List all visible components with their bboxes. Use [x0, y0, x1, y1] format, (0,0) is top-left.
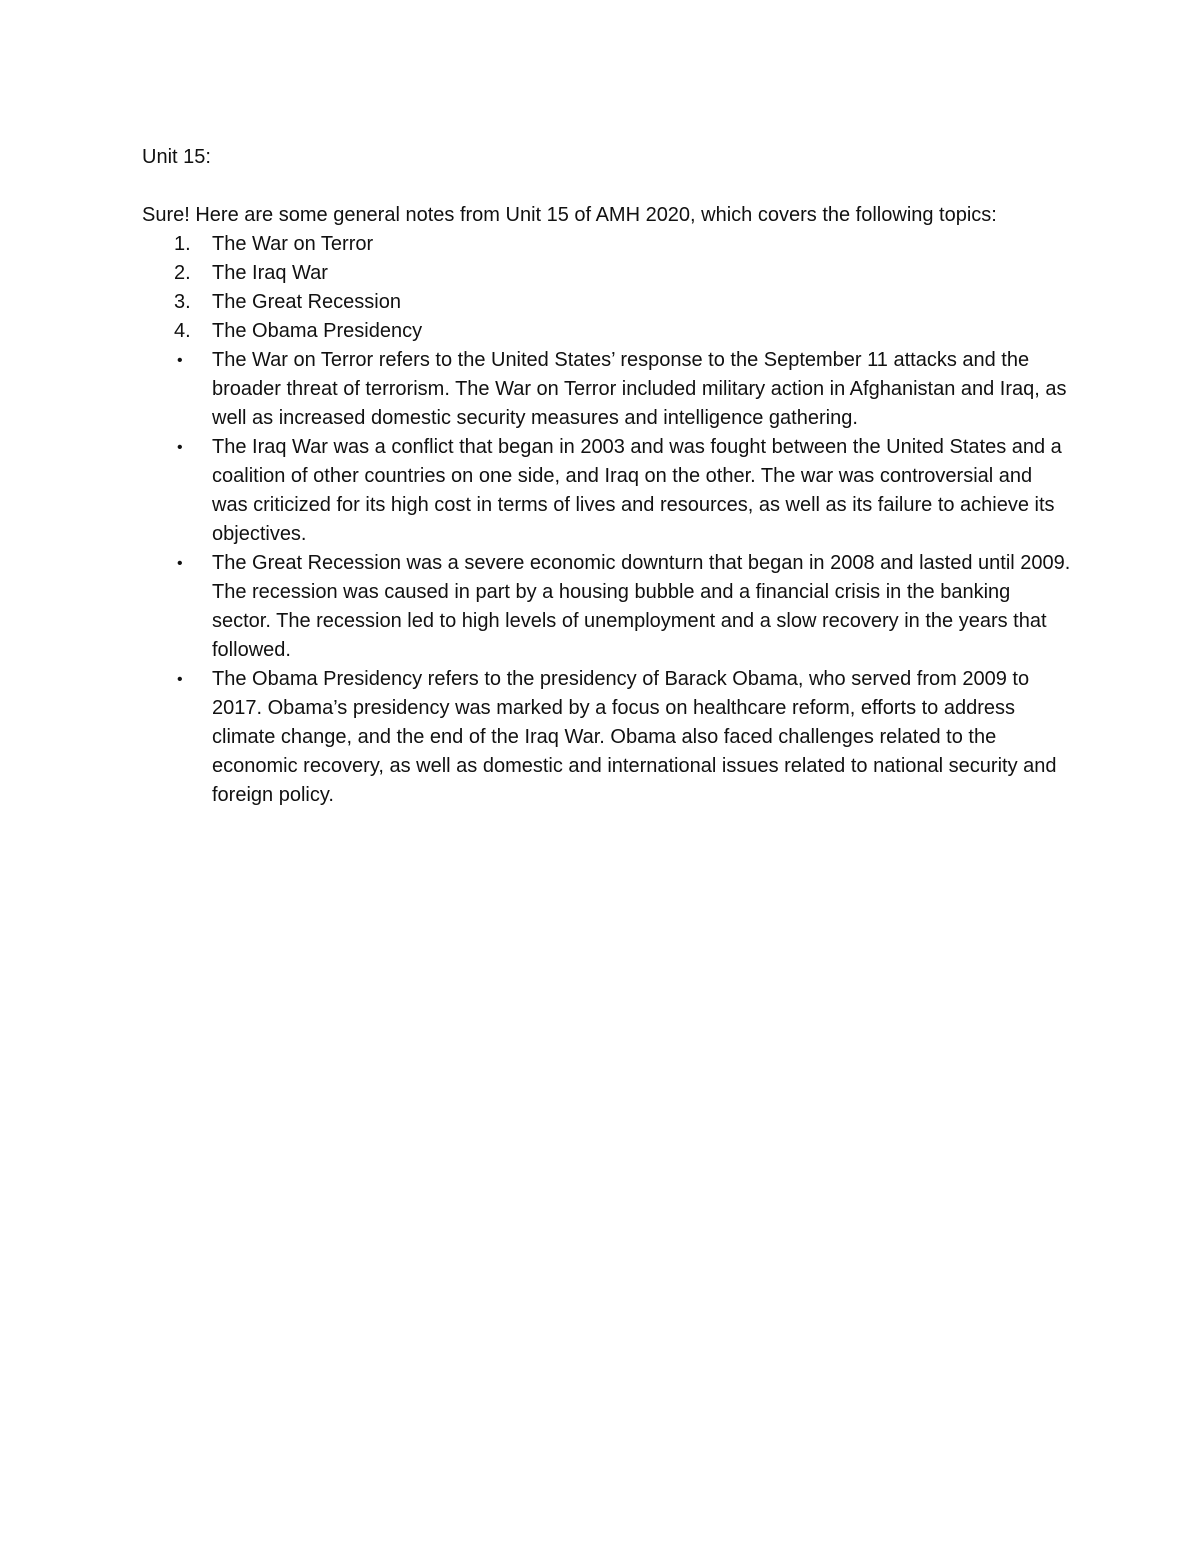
bullet-text: The War on Terror refers to the United States’ response to the September 11 attacks and the broader threat of terrorism. The War on Terror included military action in Afghanistan and Iraq, as well as increased domestic security measures and intelligence gathering. [212, 349, 1067, 429]
bullet-icon: • [177, 671, 183, 688]
bullet-text: The Obama Presidency refers to the presidency of Barack Obama, who served from 2009 to 2017. Obama’s presidency was marked by a focus on healthcare reform, efforts to address climate change, and the end of the Iraq War. Obama also faced challenges related to the economic recovery, as well as domestic and international issues related to national security and foreign policy. [212, 668, 1057, 806]
list-number: 2. [174, 262, 191, 284]
list-item-war-on-terror [142, 346, 1072, 433]
page-title: Unit 15: [142, 146, 211, 168]
bullet-text: The Great Recession was a severe economic downturn that began in 2008 and lasted until 2009. The recession was caused in part by a housing bubble and a financial crisis in the banking sector. The recession led to high levels of unemployment and a slow recovery in the years that followed. [212, 552, 1071, 661]
topic-list [142, 230, 1072, 346]
list-item-iraq-war [142, 433, 1072, 549]
list-item-topic-2 [142, 259, 1072, 288]
list-item-obama-presidency [142, 665, 1072, 810]
bullet-list [142, 346, 1072, 810]
list-number: 4. [174, 320, 191, 342]
bullet-icon: • [177, 352, 183, 369]
topic-text: The War on Terror [212, 233, 374, 255]
topic-text: The Great Recession [212, 291, 401, 313]
topic-text: The Obama Presidency [212, 320, 423, 342]
bullet-icon: • [177, 555, 183, 572]
list-item-topic-4 [142, 317, 1072, 346]
list-item-great-recession [142, 549, 1072, 665]
intro-paragraph: Sure! Here are some general notes from Unit 15 of AMH 2020, which covers the following topics: [142, 204, 997, 226]
bullet-text: The Iraq War was a conflict that began in 2003 and was fought between the United States and a coalition of other countries on one side, and Iraq on the other. The war was controversial and was criticized for its high cost in terms of lives and resources, as well as its failure to achieve its objectives. [212, 436, 1062, 545]
list-item-topic-1 [142, 230, 1072, 259]
document-content [142, 143, 1072, 810]
list-number: 3. [174, 291, 191, 313]
list-number: 1. [174, 233, 191, 255]
topic-text: The Iraq War [212, 262, 328, 284]
bullet-icon: • [177, 439, 183, 456]
list-item-topic-3 [142, 288, 1072, 317]
